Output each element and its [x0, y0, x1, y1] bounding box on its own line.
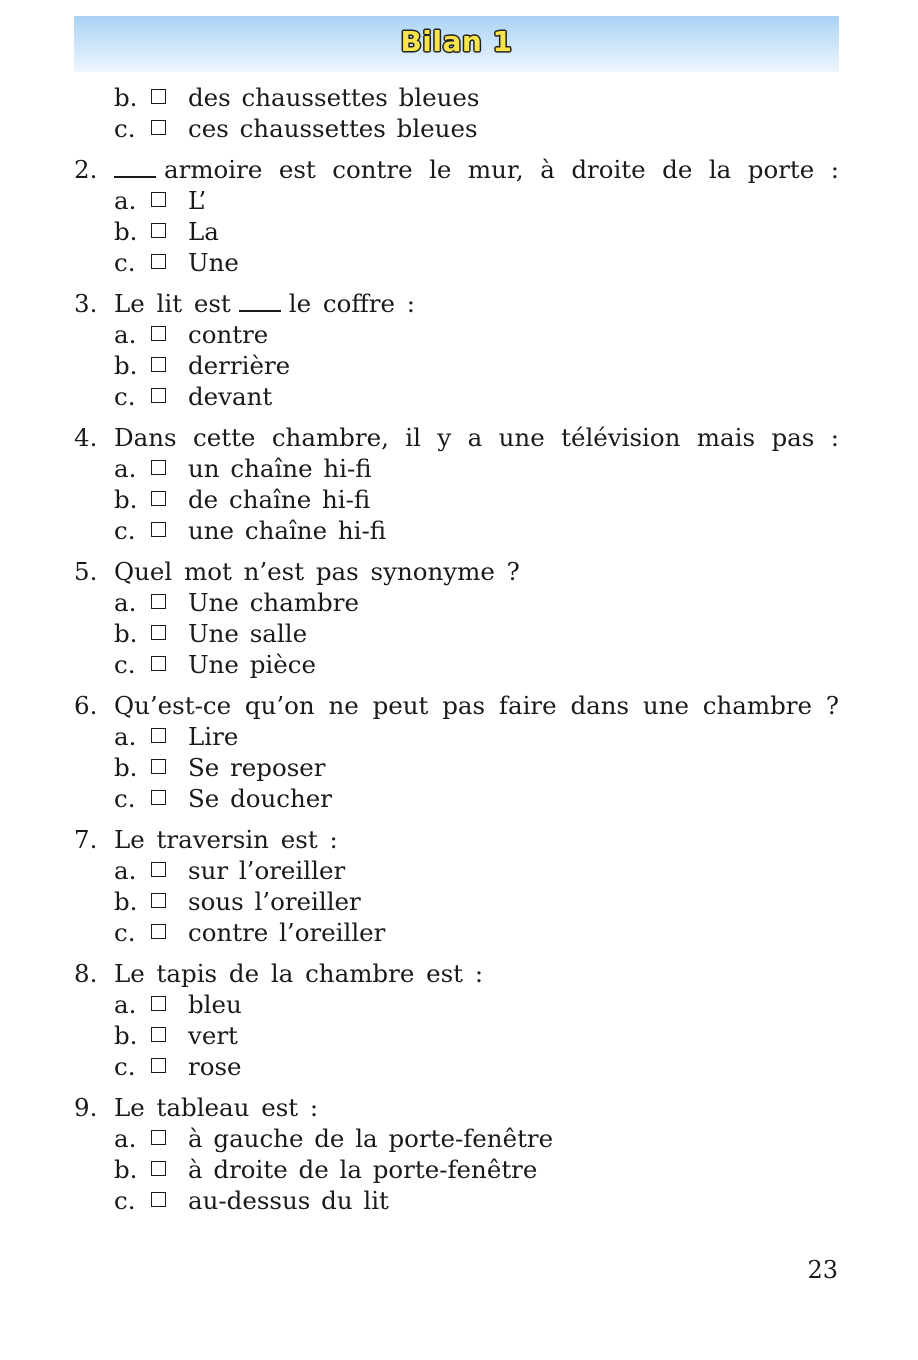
question-number: 9. [74, 1093, 98, 1122]
option-text: Se doucher [188, 784, 332, 813]
option-checkbox[interactable] [151, 790, 166, 805]
option-checkbox[interactable] [151, 862, 166, 877]
option-text: de chaîne hi-fi [188, 485, 371, 514]
option-row [0, 216, 918, 247]
option-text: La [188, 217, 219, 246]
option-row [0, 453, 918, 484]
question-5 [0, 556, 918, 680]
question-number: 5. [74, 557, 98, 586]
option-checkbox[interactable] [151, 996, 166, 1011]
answer-blank [239, 310, 281, 312]
option-letter: b. [114, 351, 138, 380]
option-letter: c. [114, 784, 136, 813]
option-checkbox[interactable] [151, 893, 166, 908]
option-letter: c. [114, 114, 136, 143]
question-text: Le traversin est : [114, 825, 338, 854]
option-text: vert [188, 1021, 238, 1050]
option-text: derrière [188, 351, 291, 380]
question-text-before: Le lit est [114, 289, 231, 318]
option-row [0, 618, 918, 649]
question-number: 8. [74, 959, 98, 988]
option-letter: a. [114, 320, 137, 349]
question-text: Dans cette chambre, il y a une télévision mais pas : [114, 423, 839, 452]
option-text: à gauche de la porte-fenêtre [188, 1124, 554, 1153]
option-text: contre [188, 320, 269, 349]
option-row [0, 247, 918, 278]
option-checkbox[interactable] [151, 254, 166, 269]
option-row [0, 855, 918, 886]
option-letter: b. [114, 887, 138, 916]
option-letter: b. [114, 753, 138, 782]
question-text-after: armoire est contre le mur, à droite de la porte : [164, 155, 839, 184]
option-letter: a. [114, 722, 137, 751]
option-text: sous l’oreiller [188, 887, 361, 916]
question-number: 6. [74, 691, 98, 720]
option-letter: b. [114, 619, 138, 648]
question-2 [0, 154, 918, 278]
option-checkbox[interactable] [151, 192, 166, 207]
question-9 [0, 1092, 918, 1216]
option-text: Une [188, 248, 239, 277]
question-text [114, 154, 839, 185]
option-row [0, 1154, 918, 1185]
option-letter: a. [114, 588, 137, 617]
option-row [0, 381, 918, 412]
option-text: bleu [188, 990, 242, 1019]
option-letter: c. [114, 1186, 136, 1215]
question-row [0, 556, 918, 587]
option-row [0, 917, 918, 948]
option-row [0, 783, 918, 814]
option-text: contre l’oreiller [188, 918, 386, 947]
option-checkbox[interactable] [151, 1161, 166, 1176]
question-continued [0, 82, 918, 144]
answer-blank [114, 176, 156, 178]
question-row [0, 1092, 918, 1123]
option-letter: c. [114, 650, 136, 679]
option-letter: a. [114, 454, 137, 483]
question-4 [0, 422, 918, 546]
option-row [0, 649, 918, 680]
option-text: Une salle [188, 619, 308, 648]
option-text: des chaussettes bleues [188, 83, 480, 112]
option-checkbox[interactable] [151, 223, 166, 238]
option-checkbox[interactable] [151, 1058, 166, 1073]
option-row [0, 484, 918, 515]
option-checkbox[interactable] [151, 625, 166, 640]
option-checkbox[interactable] [151, 522, 166, 537]
question-3 [0, 288, 918, 412]
option-letter: c. [114, 1052, 136, 1081]
option-row [0, 886, 918, 917]
option-text: Une chambre [188, 588, 359, 617]
page-number: 23 [807, 1256, 838, 1284]
question-row [0, 422, 918, 453]
option-text: devant [188, 382, 273, 411]
option-text: un chaîne hi-fi [188, 454, 372, 483]
option-checkbox[interactable] [151, 326, 166, 341]
option-letter: b. [114, 1021, 138, 1050]
question-text: Le tapis de la chambre est : [114, 959, 484, 988]
question-7 [0, 824, 918, 948]
question-number: 2. [74, 155, 98, 184]
question-row [0, 690, 918, 721]
option-letter: b. [114, 1155, 138, 1184]
option-row [0, 721, 918, 752]
option-checkbox[interactable] [151, 594, 166, 609]
question-row [0, 958, 918, 989]
question-text-after: le coffre : [288, 289, 416, 318]
option-checkbox[interactable] [151, 491, 166, 506]
option-letter: a. [114, 856, 137, 885]
option-checkbox[interactable] [151, 460, 166, 475]
option-checkbox[interactable] [151, 924, 166, 939]
option-checkbox[interactable] [151, 728, 166, 743]
option-checkbox[interactable] [151, 357, 166, 372]
option-letter: c. [114, 248, 136, 277]
option-letter: c. [114, 516, 136, 545]
question-row [0, 824, 918, 855]
option-text: Se reposer [188, 753, 326, 782]
option-letter: b. [114, 83, 138, 112]
option-checkbox[interactable] [151, 388, 166, 403]
option-text: sur l’oreiller [188, 856, 346, 885]
option-row [0, 515, 918, 546]
option-row [0, 752, 918, 783]
page-title: Bilan 1 [400, 25, 513, 58]
question-number: 4. [74, 423, 98, 452]
option-text: Lire [188, 722, 239, 751]
option-text: ces chaussettes bleues [188, 114, 478, 143]
option-letter: a. [114, 1124, 137, 1153]
option-row [0, 82, 918, 113]
option-checkbox[interactable] [151, 656, 166, 671]
option-row [0, 587, 918, 618]
question-text: Qu’est-ce qu’on ne peut pas faire dans une chambre ? [114, 691, 839, 720]
option-row [0, 989, 918, 1020]
option-letter: a. [114, 990, 137, 1019]
option-row [0, 1051, 918, 1082]
page-header [74, 16, 839, 72]
question-row [0, 154, 918, 185]
option-row [0, 113, 918, 144]
option-letter: a. [114, 186, 137, 215]
option-row [0, 185, 918, 216]
question-text [114, 288, 415, 319]
question-text: Quel mot n’est pas synonyme ? [114, 557, 520, 586]
option-text: Une pièce [188, 650, 316, 679]
option-text: à droite de la porte-fenêtre [188, 1155, 538, 1184]
option-checkbox[interactable] [151, 1192, 166, 1207]
option-checkbox[interactable] [151, 89, 166, 104]
option-row [0, 350, 918, 381]
question-number: 3. [74, 289, 98, 318]
option-row [0, 1123, 918, 1154]
option-letter: c. [114, 382, 136, 411]
option-text: au-dessus du lit [188, 1186, 389, 1215]
option-checkbox[interactable] [151, 1027, 166, 1042]
option-row [0, 319, 918, 350]
question-8 [0, 958, 918, 1082]
option-letter: b. [114, 485, 138, 514]
exercise-list [0, 82, 918, 1226]
option-text: L’ [188, 186, 207, 215]
option-row [0, 1185, 918, 1216]
option-checkbox[interactable] [151, 759, 166, 774]
question-row [0, 288, 918, 319]
question-text: Le tableau est : [114, 1093, 319, 1122]
question-6 [0, 690, 918, 814]
option-checkbox[interactable] [151, 1130, 166, 1145]
option-text: une chaîne hi-fi [188, 516, 387, 545]
option-letter: b. [114, 217, 138, 246]
option-row [0, 1020, 918, 1051]
question-number: 7. [74, 825, 98, 854]
option-text: rose [188, 1052, 242, 1081]
option-letter: c. [114, 918, 136, 947]
option-checkbox[interactable] [151, 120, 166, 135]
